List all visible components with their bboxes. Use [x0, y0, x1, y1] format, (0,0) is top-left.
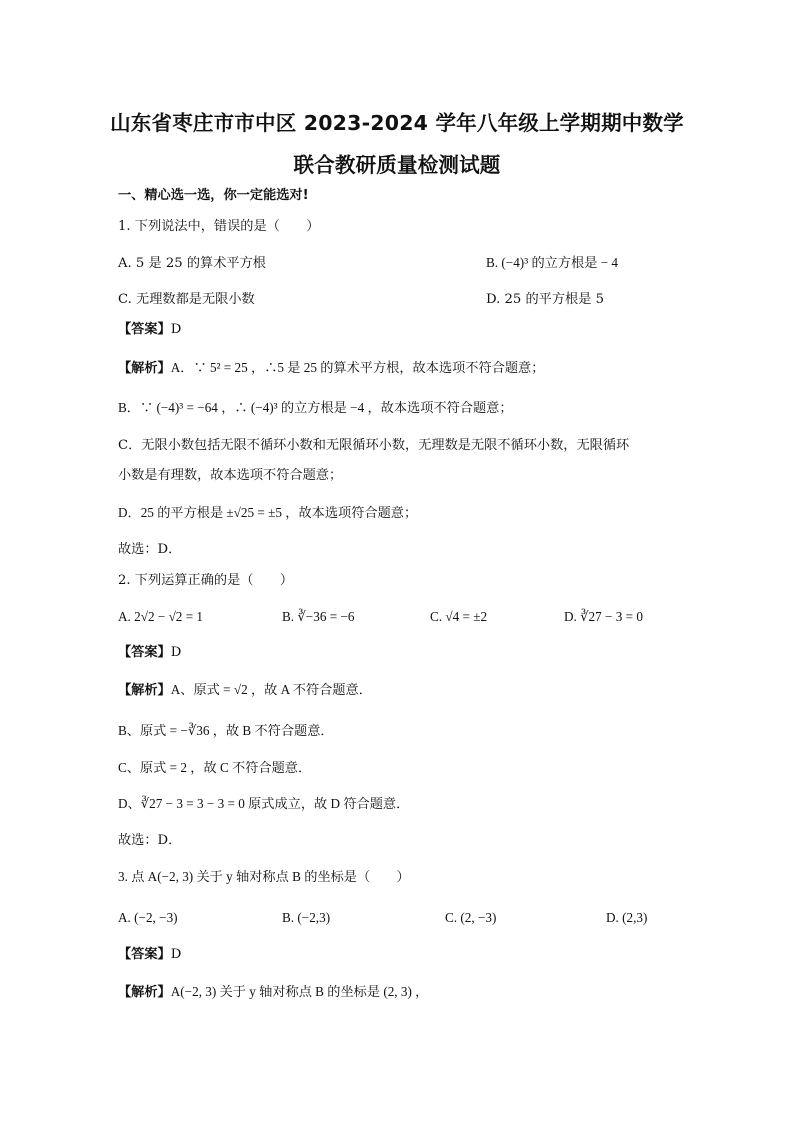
- question-1-analysis-c: C．无限小数包括无限不循环小数和无限循环小数，无理数是无限不循环小数，无限循环: [118, 438, 630, 453]
- question-1-option-c: C. 无理数都是无限小数: [118, 292, 255, 307]
- answer-value: D: [170, 947, 182, 962]
- question-2-analysis-a: [118, 681, 372, 700]
- question-3-answer: [118, 946, 181, 964]
- answer-label: 【答案】: [118, 645, 171, 660]
- question-1-analysis-c-cont: 小数是有理数，故本选项不符合题意；: [118, 468, 343, 483]
- question-3-analysis: [118, 983, 428, 1002]
- section-heading: 一、精心选一选，你一定能选对!: [118, 188, 309, 203]
- question-3-option-d: D. (2,3): [606, 910, 648, 925]
- document-title-line-2: 联合教研质量检测试题: [293, 153, 501, 177]
- analysis-text: A．∵ 5² = 25 ，∴5 是 25 的算术平方根，故本选项不符合题意；: [170, 360, 545, 375]
- analysis-label: 【解析】: [118, 361, 171, 376]
- question-2-option-d: D. ∛27 − 3 = 0: [564, 609, 643, 624]
- analysis-label: 【解析】: [118, 683, 171, 698]
- question-2-analysis-c: C、原式 = 2 ，故 C 不符合题意．: [118, 760, 312, 775]
- analysis-text: A(−2, 3) 关于 y 轴对称点 B 的坐标是 (2, 3) ，: [170, 984, 429, 999]
- question-1-answer: [118, 321, 181, 339]
- question-1-analysis-b: B．∵ (−4)³ = −64 ，∴ (−4)³ 的立方根是 −4 ，故本选项不符合题意；: [118, 400, 513, 415]
- question-1-option-d: D. 25 的平方根是 5: [486, 292, 604, 307]
- question-1-analysis-d: D．25 的平方根是 ±√25 = ±5 ，故本选项符合题意；: [118, 505, 418, 520]
- question-2-option-b: B. ∛−36 = −6: [282, 609, 355, 624]
- answer-label: 【答案】: [118, 322, 171, 337]
- answer-value: D: [170, 322, 182, 337]
- analysis-label: 【解析】: [118, 985, 171, 1000]
- question-1-option-a: A. 5 是 25 的算术平方根: [118, 256, 266, 271]
- question-3-option-a: A. (−2, −3): [118, 910, 178, 925]
- question-1-option-b: B. (−4)³ 的立方根是 − 4: [486, 255, 619, 270]
- question-2-conclusion: 故选：D．: [118, 833, 182, 848]
- question-2-answer: [118, 644, 181, 662]
- question-2-option-c: C. √4 = ±2: [430, 609, 488, 624]
- answer-value: D: [170, 645, 182, 660]
- question-2-stem: 2. 下列运算正确的是（ ）: [118, 573, 294, 588]
- question-3-option-b: B. (−2,3): [282, 910, 331, 925]
- question-3-stem: 3. 点 A(−2, 3) 关于 y 轴对称点 B 的坐标是（ ）: [118, 869, 410, 884]
- question-1-conclusion: 故选：D．: [118, 542, 182, 557]
- question-1-analysis-a: [118, 359, 544, 378]
- question-2-analysis-b: B、原式 = −∛36 ，故 B 不符合题意．: [118, 723, 334, 738]
- question-2-option-a: A. 2√2 − √2 = 1: [118, 609, 204, 624]
- question-1-stem: 1. 下列说法中，错误的是（ ）: [118, 219, 320, 234]
- question-2-analysis-d: D、∛27 − 3 = 3 − 3 = 0 原式成立，故 D 符合题意．: [118, 796, 410, 811]
- analysis-text: A、原式 = √2 ，故 A 不符合题意．: [170, 682, 372, 697]
- question-3-option-c: C. (2, −3): [445, 910, 497, 925]
- answer-label: 【答案】: [118, 947, 171, 962]
- document-title-line-1: 山东省枣庄市市中区 2023-2024 学年八年级上学期期中数学: [110, 111, 684, 135]
